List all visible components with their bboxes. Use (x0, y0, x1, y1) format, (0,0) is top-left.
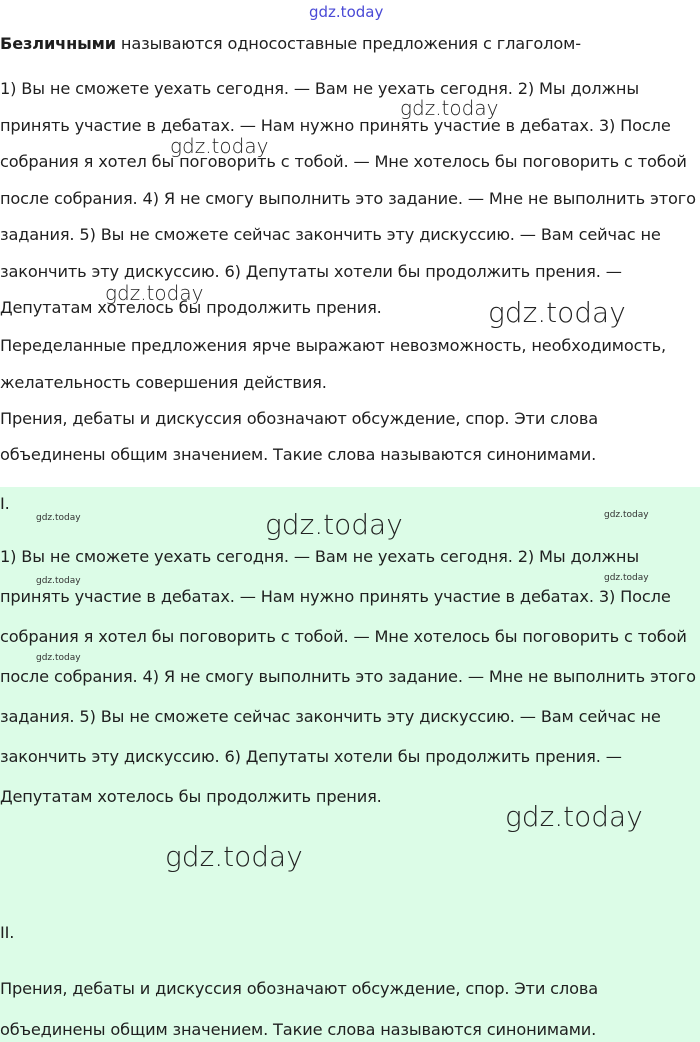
part-2-label: II. (0, 923, 15, 942)
site-logo-link[interactable]: gdz.today (309, 3, 384, 21)
examples-paragraph: 1) Вы не сможете уехать сегодня. — Вам не уехать сегодня. 2) Мы должны принять участие в дебатах. — Нам нужно принять участие в дебатах. 3) После собрания я хотел бы поговорить с тобой. — Мне хотелось бы поговорить с тобой после собрания. 4) Я не смогу выполнить это задание. — Мне не выполнить этого задания. 5) Вы не сможете сейчас закончить эту дискуссию. — Вам сейчас не закончить эту дискуссию. 6) Депутаты хотели бы продолжить прения. — Депутатам хотелось бы продолжить прения. (0, 79, 696, 317)
part-2-text: Прения, дебаты и дискуссия обозначают обсуждение, спор. Эти слова объединены общим значением. Такие слова называются синонимами. (0, 979, 599, 1039)
watermark: gdz.today (604, 510, 649, 520)
synonyms-paragraph: Прения, дебаты и дискуссия обозначают обсуждение, спор. Эти слова объединены общим значением. Такие слова называются синонимами. (0, 408, 599, 464)
watermark: gdz.today (170, 134, 269, 158)
definition-rest: называются односоставные предложения с глаголом- (115, 34, 581, 53)
answer-part-2 (0, 918, 696, 1042)
watermark: gdz.today (488, 296, 626, 329)
watermark: gdz.today (265, 508, 403, 541)
watermark: gdz.today (165, 840, 303, 873)
task-text (0, 32, 696, 473)
watermark: gdz.today (36, 513, 81, 523)
watermark: gdz.today (400, 96, 499, 120)
watermark: gdz.today (505, 800, 643, 833)
conclusion-paragraph: Переделанные предложения ярче выражают невозможность, необходимость, желательность совершения действия. (0, 335, 667, 392)
watermark: gdz.today (36, 576, 81, 586)
watermark: gdz.today (36, 653, 81, 663)
watermark: gdz.today (105, 281, 204, 305)
part-1-label: I. (0, 494, 10, 513)
watermark: gdz.today (604, 573, 649, 583)
definition-term: Безличными (0, 34, 116, 53)
definition-paragraph (0, 32, 696, 56)
part-1-text: 1) Вы не сможете уехать сегодня. — Вам не уехать сегодня. 2) Мы должны принять участие в дебатах. — Нам нужно принять участие в дебатах. 3) После собрания я хотел бы поговорить с тобой. — Мне хотелось бы поговорить с тобой после собрания. 4) Я не смогу выполнить это задание. — Мне не выполнить этого задания. 5) Вы не сможете сейчас закончить эту дискуссию. — Вам сейчас не закончить эту дискуссию. 6) Депутаты хотели бы продолжить прения. — Депутатам хотелось бы продолжить прения. (0, 547, 696, 806)
